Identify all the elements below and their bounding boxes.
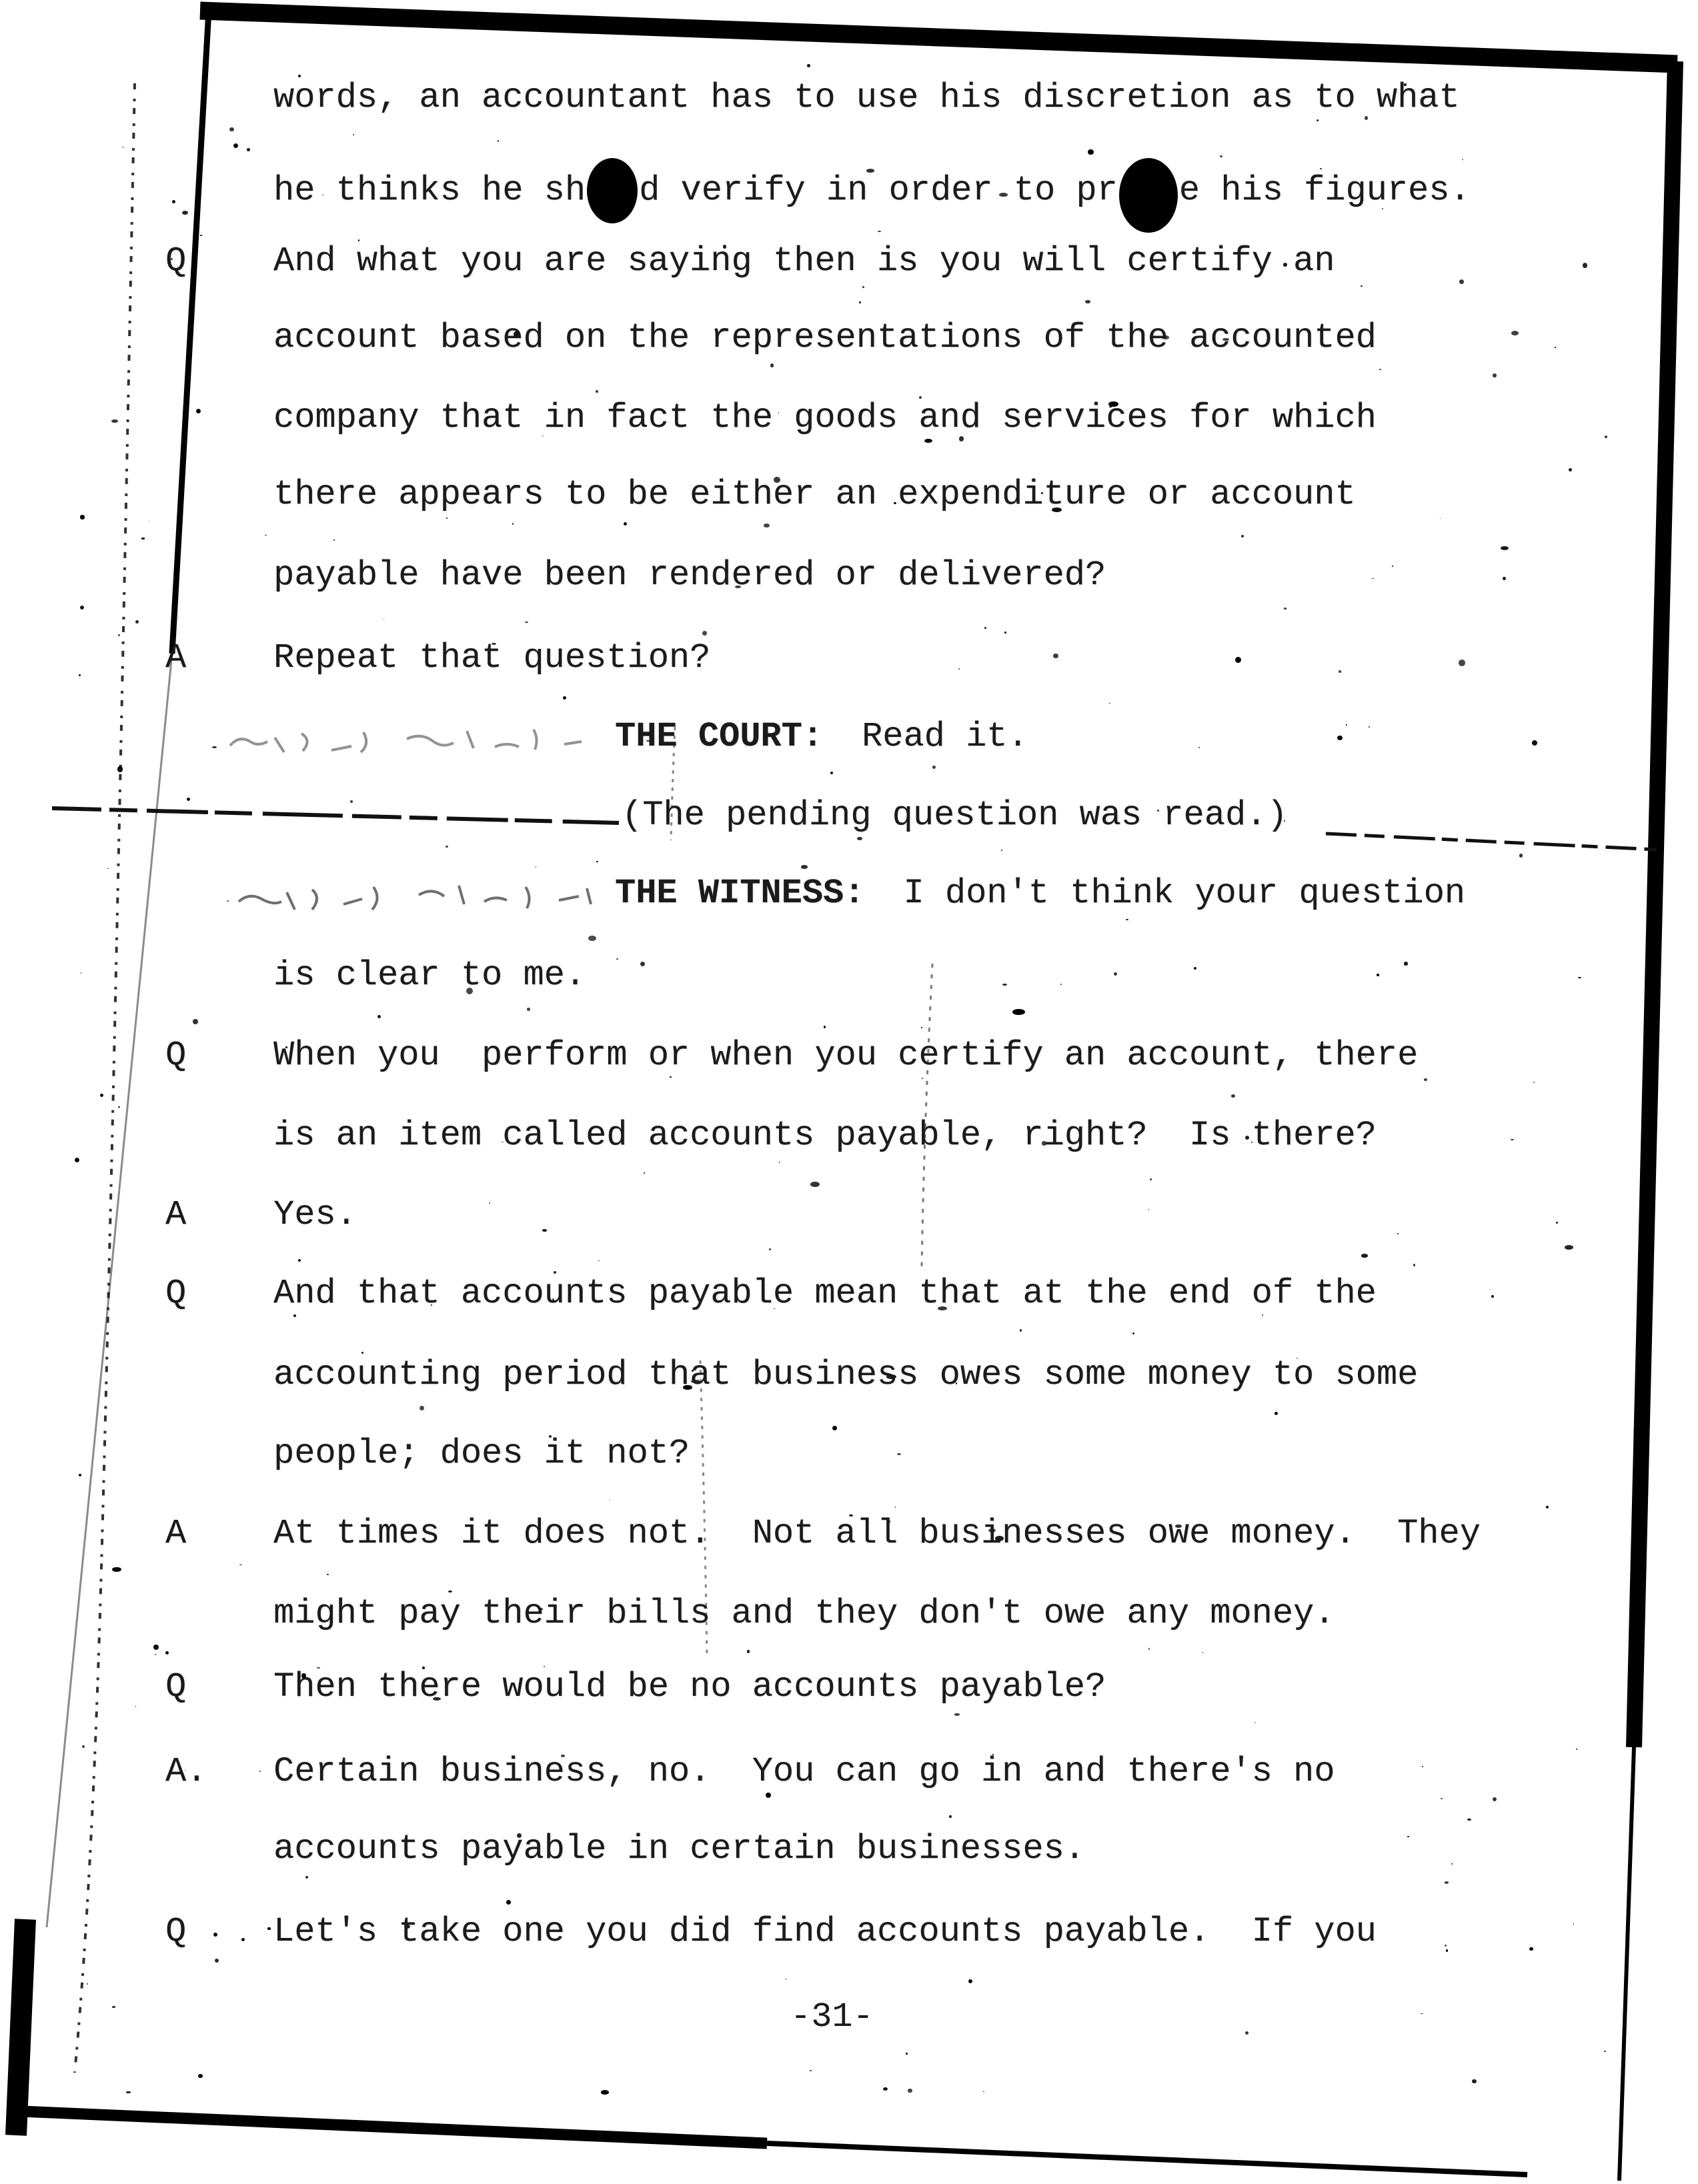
line-text-segment: Read it. [862, 717, 1028, 756]
transcript-line [0, 398, 1698, 441]
line-text: And what you are saying then is you will certify an [273, 241, 1335, 281]
transcript-line [0, 956, 1698, 998]
line-text: words, an accountant has to use his discretion as to what [273, 78, 1460, 117]
transcript-line [0, 1274, 1698, 1316]
line-text: Let's take one you did find accounts payable. If you [273, 1912, 1377, 1951]
transcript-line [0, 796, 1698, 838]
transcript-line [0, 318, 1698, 361]
line-text-segment: he thinks he sh [273, 171, 586, 210]
transcript-line [0, 1195, 1698, 1238]
transcript-line [0, 475, 1698, 517]
line-text: people; does it not? [273, 1434, 690, 1473]
transcript-line [0, 241, 1698, 284]
line-text-segment: d verify in order to pr [639, 171, 1118, 210]
question-label: Q [165, 1667, 187, 1707]
answer-label: A [165, 1514, 187, 1553]
line-text: Repeat that question? [273, 638, 711, 678]
line-text: When you perform or when you certify an account, there [273, 1036, 1419, 1075]
line-text: Then there would be no accounts payable? [273, 1667, 1106, 1707]
line-text: Certain business, no. You can go in and there's no [273, 1752, 1335, 1791]
line-text [615, 717, 1028, 756]
line-text: account based on the representations of the accounted [273, 318, 1377, 357]
answer-label: A [165, 1195, 187, 1234]
speaker-name: THE WITNESS: [615, 874, 865, 913]
answer-label: A. [165, 1752, 207, 1791]
line-text: (The pending question was read.) [622, 796, 1288, 835]
line-text [615, 874, 1465, 913]
transcript-line [0, 1829, 1698, 1872]
transcript-line [0, 1036, 1698, 1078]
line-text: is clear to me. [273, 956, 586, 995]
question-label: Q [165, 1274, 187, 1313]
transcript-line [0, 638, 1698, 681]
question-label: Q [165, 241, 187, 281]
line-text-segment: I don't think your question [903, 874, 1466, 913]
transcript-line [0, 1752, 1698, 1795]
page-number: -31- [790, 1997, 874, 2037]
line-text: accounting period that business owes some money to some [273, 1355, 1419, 1394]
transcript-line [0, 1355, 1698, 1398]
line-text: accounts payable in certain businesses. [273, 1829, 1085, 1869]
answer-label: A [165, 638, 187, 678]
transcript-line [0, 1434, 1698, 1476]
line-text: company that in fact the goods and services for which [273, 398, 1377, 437]
ink-blot [587, 158, 638, 223]
transcript-line [0, 78, 1698, 121]
question-label: Q [165, 1036, 187, 1075]
transcript-line [0, 1912, 1698, 1955]
line-text: might pay their bills and they don't owe any money. [273, 1594, 1335, 1633]
transcript-line [0, 1116, 1698, 1158]
ink-blot [1119, 158, 1178, 233]
line-text: And that accounts payable mean that at the end of the [273, 1274, 1377, 1313]
speaker-name: THE COURT: [615, 717, 824, 756]
transcript-line [0, 1514, 1698, 1556]
transcript-line [0, 158, 1698, 210]
line-text: payable have been rendered or delivered? [273, 556, 1106, 595]
transcript-line [0, 717, 1698, 760]
line-text: is an item called accounts payable, right? Is there? [273, 1116, 1377, 1155]
transcript-line [0, 1667, 1698, 1710]
line-text: there appears to be either an expenditure or account [273, 475, 1356, 514]
transcript-line [0, 1594, 1698, 1636]
transcript-line [0, 556, 1698, 598]
transcript-line [0, 874, 1698, 916]
line-text: At times it does not. Not all businesses owe money. They [273, 1514, 1481, 1553]
line-text: Yes. [273, 1195, 357, 1234]
question-label: Q [165, 1912, 187, 1951]
line-text [273, 158, 1471, 233]
line-text-segment: e his figures. [1178, 171, 1471, 210]
